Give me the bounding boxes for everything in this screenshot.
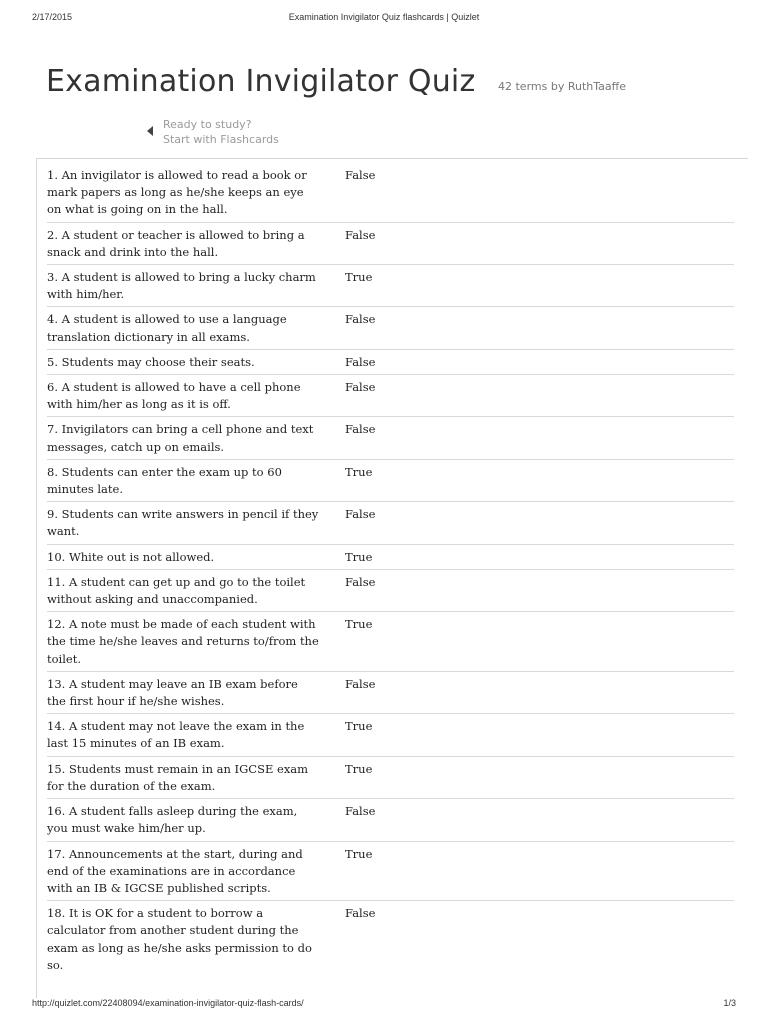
term-text: 8. Students can enter the exam up to 60 minutes late. bbox=[47, 464, 282, 497]
term-row bbox=[47, 570, 734, 612]
term-row bbox=[47, 757, 734, 799]
term-definition: True bbox=[345, 846, 373, 861]
term-definition: False bbox=[345, 574, 376, 589]
term-definition: True bbox=[345, 617, 373, 632]
left-arrow-icon[interactable] bbox=[147, 126, 153, 136]
term-text: 13. A student may leave an IB exam before the first hour if he/she wishes. bbox=[47, 676, 298, 709]
term-row bbox=[47, 799, 734, 841]
term-text: 12. A note must be made of each student with the time he/she leaves and returns to/from the toilet. bbox=[47, 617, 319, 666]
print-document-title: Examination Invigilator Quiz flashcards | Quizlet bbox=[288, 12, 480, 22]
term-definition: False bbox=[345, 312, 376, 327]
term-text: 6. A student is allowed to have a cell phone with him/her as long as it is off. bbox=[47, 380, 301, 412]
print-url: http://quizlet.com/22408094/examination-invigilator-quiz-flash-cards/ bbox=[32, 998, 304, 1008]
term-text: 5. Students may choose their seats. bbox=[47, 354, 255, 369]
term-definition: False bbox=[345, 227, 376, 242]
term-definition: True bbox=[345, 549, 373, 564]
term-text: 15. Students must remain in an IGCSE exam for the duration of the exam. bbox=[47, 761, 309, 793]
term-definition: False bbox=[345, 507, 376, 522]
term-definition: False bbox=[345, 422, 376, 437]
page-number: 1/3 bbox=[723, 998, 736, 1008]
term-definition: False bbox=[345, 380, 376, 395]
flashcards-link[interactable]: Start with Flashcards bbox=[163, 133, 279, 146]
term-text: 16. A student falls asleep during the exam, you must wake him/her up. bbox=[47, 804, 298, 836]
term-text: 3. A student is allowed to bring a lucky charm with him/her. bbox=[47, 270, 316, 302]
term-row bbox=[47, 307, 734, 349]
term-text: 1. An invigilator is allowed to read a book or mark papers as long as he/she keeps an eye on what is going on in the hall. bbox=[47, 168, 307, 217]
terms-table bbox=[36, 158, 748, 998]
term-definition: False bbox=[345, 168, 376, 182]
term-row bbox=[47, 842, 734, 902]
study-prompt[interactable] bbox=[147, 117, 279, 147]
term-text: 18. It is OK for a student to borrow a calculator from another student during the exam as long as he/she asks permission to do so. bbox=[47, 906, 312, 972]
page-title: Examination Invigilator Quiz bbox=[46, 64, 476, 99]
term-text: 14. A student may not leave the exam in the last 15 minutes of an IB exam. bbox=[47, 719, 305, 751]
term-definition: True bbox=[345, 464, 373, 479]
term-row bbox=[47, 460, 734, 502]
term-count: 42 terms by bbox=[498, 80, 565, 93]
term-text: 10. White out is not allowed. bbox=[47, 549, 215, 564]
term-text: 4. A student is allowed to use a language translation dictionary in all exams. bbox=[47, 312, 287, 344]
term-definition: True bbox=[345, 761, 373, 776]
term-row bbox=[47, 350, 734, 375]
print-date: 2/17/2015 bbox=[32, 12, 73, 22]
term-row bbox=[47, 502, 734, 544]
term-definition: True bbox=[345, 270, 373, 285]
term-row bbox=[47, 223, 734, 265]
term-info bbox=[498, 80, 626, 93]
term-row bbox=[47, 163, 734, 223]
term-row bbox=[47, 545, 734, 570]
term-row bbox=[47, 265, 734, 307]
term-row bbox=[47, 612, 734, 672]
print-footer bbox=[32, 998, 736, 1012]
author-link[interactable]: RuthTaaffe bbox=[567, 80, 626, 93]
term-row bbox=[47, 672, 734, 714]
study-prompt-question: Ready to study? bbox=[163, 118, 252, 131]
term-definition: False bbox=[345, 804, 376, 819]
term-definition: False bbox=[345, 676, 376, 691]
terms-list bbox=[47, 163, 734, 977]
term-definition: False bbox=[345, 906, 376, 921]
term-definition: True bbox=[345, 719, 373, 734]
term-row bbox=[47, 901, 734, 977]
term-text: 2. A student or teacher is allowed to bring a snack and drink into the hall. bbox=[47, 227, 305, 259]
term-row bbox=[47, 375, 734, 417]
term-text: 11. A student can get up and go to the toilet without asking and unaccompanied. bbox=[47, 574, 306, 607]
term-row bbox=[47, 417, 734, 459]
term-text: 9. Students can write answers in pencil if they want. bbox=[47, 507, 319, 539]
term-text: 7. Invigilators can bring a cell phone and text messages, catch up on emails. bbox=[47, 422, 314, 454]
print-header bbox=[32, 12, 736, 26]
term-text: 17. Announcements at the start, during and end of the examinations are in accordance with an IB & IGCSE published scripts. bbox=[47, 846, 303, 895]
term-definition: False bbox=[345, 354, 376, 369]
term-row bbox=[47, 714, 734, 756]
